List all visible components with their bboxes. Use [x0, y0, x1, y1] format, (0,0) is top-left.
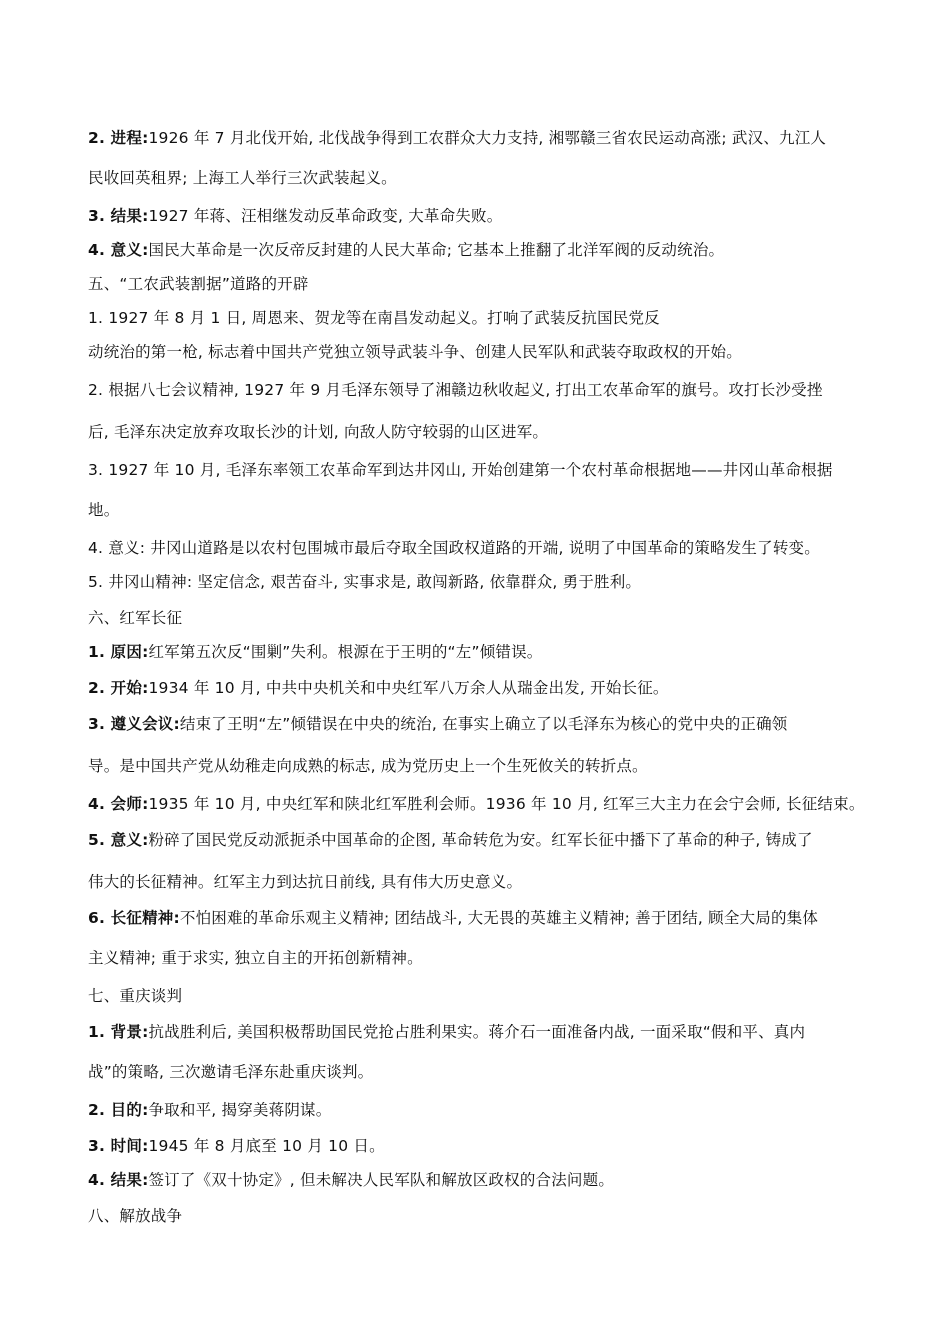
paragraph-line: [88, 946, 868, 970]
item-text: 1. 1927 年 8 月 1 日, 周恩来、贺龙等在南昌发动起义。打响了武装反抗国民党反: [88, 309, 660, 327]
paragraph-line: [88, 1098, 868, 1122]
item-text: 5. 井冈山精神: 坚定信念, 艰苦奋斗, 实事求是, 敢闯新路, 依靠群众, 勇于胜利。: [88, 573, 642, 591]
paragraph-line: [88, 828, 868, 852]
paragraph-line: [88, 238, 868, 262]
item-label: 5. 意义:: [88, 831, 149, 849]
paragraph-line: [88, 754, 868, 778]
item-label: 3. 遵义会议:: [88, 715, 180, 733]
item-text: 战”的策略, 三次邀请毛泽东赴重庆谈判。: [88, 1063, 374, 1081]
item-text: 4. 意义: 井冈山道路是以农村包围城市最后夺取全国政权道路的开端, 说明了中国革命的策略发生了转变。: [88, 539, 820, 557]
item-text: 1935 年 10 月, 中央红军和陕北红军胜利会师。1936 年 10 月, 红军三大主力在会宁会师, 长征结束。: [148, 795, 865, 813]
paragraph-line: [88, 306, 868, 330]
paragraph-line: [88, 570, 868, 594]
item-label: 4. 会师:: [88, 795, 149, 813]
item-label: 6. 长征精神:: [88, 909, 180, 927]
section-heading: [88, 272, 868, 296]
item-label: 1. 背景:: [88, 1023, 149, 1041]
section-heading: [88, 1204, 868, 1228]
item-label: 2. 目的:: [88, 1101, 149, 1119]
paragraph-line: [88, 204, 868, 228]
item-text: 2. 根据八七会议精神, 1927 年 9 月毛泽东领导了湘赣边秋收起义, 打出工农革命军的旗号。攻打长沙受挫: [88, 381, 823, 399]
item-text: 签订了《双十协定》, 但未解决人民军队和解放区政权的合法问题。: [148, 1171, 615, 1189]
item-label: 3. 时间:: [88, 1137, 149, 1155]
heading-text: 八、解放战争: [88, 1207, 183, 1225]
paragraph-line: [88, 340, 868, 364]
paragraph-line: [88, 458, 868, 482]
item-label: 1. 原因:: [88, 643, 149, 661]
paragraph-line: [88, 906, 868, 930]
item-text: 红军第五次反“围剿”失利。根源在于王明的“左”倾错误。: [148, 643, 543, 661]
paragraph-line: [88, 1060, 868, 1084]
heading-text: 六、红军长征: [88, 609, 183, 627]
paragraph-line: [88, 378, 868, 402]
item-text: 争取和平, 揭穿美蒋阴谋。: [148, 1101, 332, 1119]
item-label: 4. 意义:: [88, 241, 149, 259]
item-label: 3. 结果:: [88, 207, 149, 225]
paragraph-line: [88, 166, 868, 190]
item-text: 民收回英租界; 上海工人举行三次武装起义。: [88, 169, 397, 187]
item-label: 2. 进程:: [88, 129, 149, 147]
item-text: 1945 年 8 月底至 10 月 10 日。: [148, 1137, 385, 1155]
section-heading: [88, 606, 868, 630]
item-text: 地。: [88, 501, 120, 519]
item-text: 结束了王明“左”倾错误在中央的统治, 在事实上确立了以毛泽东为核心的党中央的正确领: [179, 715, 788, 733]
paragraph-line: [88, 640, 868, 664]
paragraph-line: [88, 420, 868, 444]
item-text: 国民大革命是一次反帝反封建的人民大革命; 它基本上推翻了北洋军阀的反动统治。: [148, 241, 725, 259]
item-text: 抗战胜利后, 美国积极帮助国民党抢占胜利果实。蒋介石一面准备内战, 一面采取“假和平、真内: [148, 1023, 806, 1041]
paragraph-line: [88, 870, 868, 894]
item-text: 导。是中国共产党从幼稚走向成熟的标志, 成为党历史上一个生死攸关的转折点。: [88, 757, 648, 775]
item-text: 3. 1927 年 10 月, 毛泽东率领工农革命军到达井冈山, 开始创建第一个农村革命根据地——井冈山革命根据: [88, 461, 833, 479]
item-text: 1927 年蒋、汪相继发动反革命政变, 大革命失败。: [148, 207, 503, 225]
item-text: 伟大的长征精神。红军主力到达抗日前线, 具有伟大历史意义。: [88, 873, 523, 891]
paragraph-line: [88, 1134, 868, 1158]
item-text: 后, 毛泽东决定放弃攻取长沙的计划, 向敌人防守较弱的山区进军。: [88, 423, 549, 441]
paragraph-line: [88, 498, 868, 522]
item-label: 2. 开始:: [88, 679, 149, 697]
item-label: 4. 结果:: [88, 1171, 149, 1189]
item-text: 主义精神; 重于求实, 独立自主的开拓创新精神。: [88, 949, 423, 967]
item-text: 不怕困难的革命乐观主义精神; 团结战斗, 大无畏的英雄主义精神; 善于团结, 顾全大局的集体: [179, 909, 819, 927]
paragraph-line: [88, 536, 868, 560]
paragraph-line: [88, 712, 868, 736]
paragraph-line: [88, 126, 868, 150]
item-text: 动统治的第一枪, 标志着中国共产党独立领导武装斗争、创建人民军队和武装夺取政权的开始。: [88, 343, 742, 361]
item-text: 1934 年 10 月, 中共中央机关和中央红军八万余人从瑞金出发, 开始长征。: [148, 679, 669, 697]
heading-text: 七、重庆谈判: [88, 987, 183, 1005]
item-text: 1926 年 7 月北伐开始, 北伐战争得到工农群众大力支持, 湘鄂赣三省农民运动高涨; 武汉、九江人: [148, 129, 827, 147]
section-heading: [88, 984, 868, 1008]
heading-text: 五、“工农武装割据”道路的开辟: [88, 275, 309, 293]
paragraph-line: [88, 1168, 868, 1192]
item-text: 粉碎了国民党反动派扼杀中国革命的企图, 革命转危为安。红军长征中播下了革命的种子, 铸成了: [148, 831, 813, 849]
paragraph-line: [88, 1020, 868, 1044]
paragraph-line: [88, 792, 868, 816]
paragraph-line: [88, 676, 868, 700]
